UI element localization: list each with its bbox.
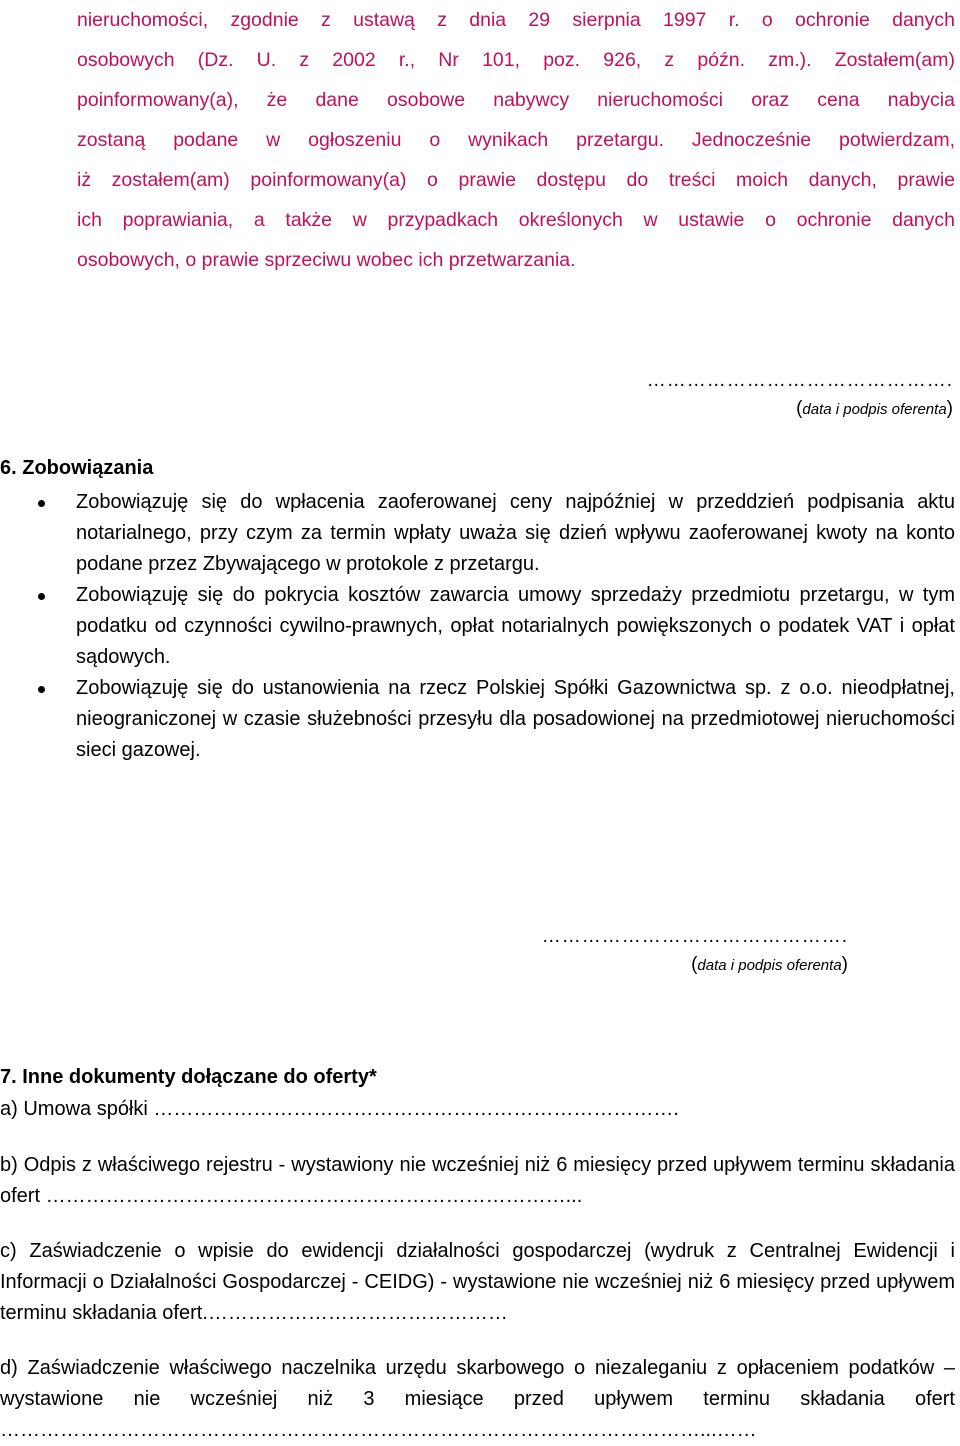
- document-item-a: a) Umowa spółki …………………………………………………………………….: [0, 1098, 679, 1120]
- paragraph-line: ich poprawiania, a także w przypadkach określonych w ustawie o ochronie danych: [77, 209, 955, 231]
- paragraph-line: nieruchomości, zgodnie z ustawą z dnia 29 sierpnia 1997 r. o ochronie danych: [77, 9, 955, 31]
- signature-block-2: [508, 926, 848, 976]
- document-item-c: c) Zaświadczenie o wpisie do ewidencji działalności gospodarczej (wydruk z Centralnej Ewidencji i Informacji o Działalności Gospodarczej - CEIDG) - wystawione nie wcześniej niż 6 miesięcy przed upływem terminu składania ofert.………………………………………: [0, 1240, 955, 1324]
- list-item: Zobowiązuję się do ustanowienia na rzecz Polskiej Spółki Gazownictwa sp. z o.o. nieodpłatnej, nieograniczonej w czasie służebności przesyłu dla posadowionej na przedmiotowej nieruchomości sieci gazowej.: [0, 673, 960, 766]
- signature-line: ……………………………………….: [541, 926, 848, 947]
- section-6-title: 6. Zobowiązania: [0, 457, 154, 479]
- section-7-title: 7. Inne dokumenty dołączane do oferty*: [0, 1066, 377, 1088]
- signature-caption: (data i podpis oferenta): [796, 398, 953, 419]
- paragraph-line: osobowych (Dz. U. z 2002 r., Nr 101, poz. 926, z późn. zm.). Zostałem(am): [77, 49, 955, 71]
- paragraph-line: zostaną podane w ogłoszeniu o wynikach przetargu. Jednocześnie potwierdzam,: [77, 129, 955, 151]
- bullet-icon: [38, 593, 45, 600]
- paragraph-line: iż zostałem(am) poinformowany(a) o prawie dostępu do treści moich danych, prawie: [77, 169, 955, 191]
- bullet-icon: [38, 686, 45, 693]
- signature-caption: (data i podpis oferenta): [691, 954, 848, 975]
- paragraph-line: poinformowany(a), że dane osobowe nabywcy nieruchomości oraz cena nabycia: [77, 89, 955, 111]
- obligations-list: [0, 487, 960, 766]
- signature-block-1: [508, 370, 953, 420]
- data-protection-paragraph: [77, 0, 955, 280]
- paragraph-line: osobowych, o prawie sprzeciwu wobec ich przetwarzania.: [77, 249, 576, 271]
- list-item: Zobowiązuję się do pokrycia kosztów zawarcia umowy sprzedaży przedmiotu przetargu, w tym podatku od czynności cywilno-prawnych, opłat notarialnych powiększonych o podatek VAT i opłat sądowych.: [0, 580, 960, 673]
- document-item-d: d) Zaświadczenie właściwego naczelnika urzędu skarbowego o niezaleganiu z opłaceniem podatków – wystawione nie wcześniej niż 3 miesiące przed upływem terminu składania ofert ……………………………………………………………………………………………...……: [0, 1357, 955, 1441]
- list-item: Zobowiązuję się do wpłacenia zaoferowanej ceny najpóźniej w przeddzień podpisania aktu notarialnego, przy czym za termin wpłaty uważa się dzień wpływu zaoferowanej kwoty na konto podane przez Zbywającego w protokole z przetargu.: [0, 487, 960, 580]
- signature-line: ……………………………………….: [646, 370, 953, 391]
- document-item-b: b) Odpis z właściwego rejestru - wystawiony nie wcześniej niż 6 miesięcy przed upływem terminu składania ofert ……………………………………………………………………...: [0, 1154, 955, 1207]
- bullet-icon: [38, 500, 45, 507]
